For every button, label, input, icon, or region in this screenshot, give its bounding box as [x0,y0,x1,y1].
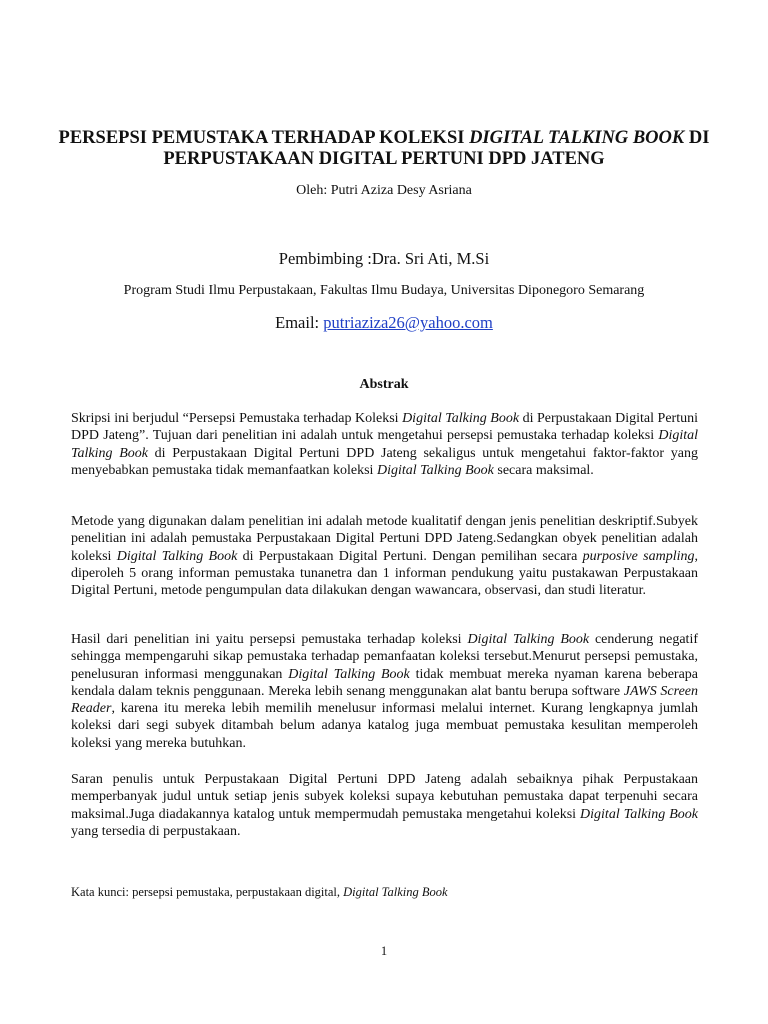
page-number: 1 [380,944,388,958]
p1-text-1: Skripsi ini berjudul “Persepsi Pemustaka terhadap Koleksi [71,411,403,426]
email-label: Email: [275,313,324,332]
title-line2: PERPUSTAKAAN DIGITAL PERTUNI DPD JATENG [163,149,605,169]
abstract-paragraph-1 [71,410,698,479]
paper-title [40,128,728,170]
abstract-paragraph-2 [71,513,698,599]
p4-text-2: yang tersedia di perpustakaan. [71,823,241,839]
p2-italic-2: purposive sampling [582,548,695,564]
keywords-text: Kata kunci: persepsi pemustaka, perpustakaan digital, [71,885,344,899]
title-part1: PERSEPSI PEMUSTAKA TERHADAP KOLEKSI [58,128,470,148]
email-line [0,313,768,333]
p3-italic-2: Digital Talking Book [288,666,410,682]
p3-italic-1: Digital Talking Book [467,632,590,647]
keywords-line [71,885,698,900]
p3-text-2: cenderung negatif sehingga mempengaruhi sikap pemustaka terhadap pemanfaatan koleksi tersebut.Menurut persepsi pemustaka, penelusuran informasi menggunakan [71,632,698,682]
keywords-italic: Digital Talking Book [343,885,448,899]
p1-text-3: di Perpustakaan Digital Pertuni DPD Jateng sekaligus untuk mengetahui faktor-faktor yang menyebabkan pemustaka tidak memanfaatkan koleksi [71,445,698,478]
abstract-heading: Abstrak [359,377,409,392]
title-italic: DIGITAL TALKING BOOK [469,128,685,148]
email-link[interactable]: putriaziza26@yahoo.com [323,313,493,332]
p2-text-2: di Perpustakaan Digital Pertuni. Dengan pemilihan secara [237,548,583,564]
p1-italic-1: Digital Talking Book [402,411,520,426]
affiliation-line: Program Studi Ilmu Perpustakaan, Fakultas Ilmu Budaya, Universitas Diponegoro Semarang [123,283,645,298]
p3-text-1: Hasil dari penelitian ini yaitu persepsi pemustaka terhadap koleksi [71,632,468,647]
p4-italic-1: Digital Talking Book [580,806,698,822]
p3-italic-3: JAWS Screen Reader [71,683,699,717]
abstract-paragraph-4 [71,771,698,840]
supervisor-line: Pembimbing :Dra. Sri Ati, M.Si [278,249,490,268]
p1-text-2: di Perpustakaan Digital Pertuni DPD Jateng”. Tujuan dari penelitian ini adalah untuk mengetahui persepsi pemustaka terhadap koleksi [71,411,698,444]
p3-text-3: tidak membuat mereka nyaman karena beberapa kendala dalam teknis penggunaan. Mereka lebih senang menggunakan alat bantu berupa software [71,666,698,699]
p4-text-1: Saran penulis untuk Perpustakaan Digital Pertuni DPD Jateng adalah sebaiknya pihak Perpustakaan memperbanyak judul untuk setiap jenis subyek koleksi supaya kebutuhan pemustaka dapat terpenuhi secara maksimal.Juga diadakannya katalog untuk mempermudah pemustaka mengetahui koleksi [71,772,698,822]
p1-italic-3: Digital Talking Book [376,462,494,478]
p2-italic-1: Digital Talking Book [116,548,238,564]
p1-text-4: secara maksimal. [493,462,594,478]
p1-italic-2: Digital Talking Book [71,428,698,461]
p3-text-4: , karena itu mereka lebih memilih menelusur informasi melalui internet. Kurang lengkapnya jumlah koleksi dari segi subyek ditambah belum adanya katalog juga membuat pemustaka kesulitan memperoleh koleksi yang mereka butuhkan. [71,701,698,751]
author-line: Oleh: Putri Aziza Desy Asriana [296,183,472,198]
p2-text-3: , diperoleh 5 orang informan pemustaka tunanetra dan 1 informan pendukung yaitu pustakawan Perpustakaan Digital Pertuni, metode pengumpulan data dilakukan dengan wawancara, observasi, dan studi literatur. [71,548,698,599]
title-part2: DI [684,128,710,148]
p2-text-1: Metode yang digunakan dalam penelitian ini adalah metode kualitatif dengan jenis penelitian deskriptif.Subyek penelitian ini adalah pemustaka Perpustakaan Digital Pertuni DPD Jateng.Sedangkan obyek penelitian adalah koleksi [71,514,698,564]
abstract-paragraph-3 [71,631,698,752]
